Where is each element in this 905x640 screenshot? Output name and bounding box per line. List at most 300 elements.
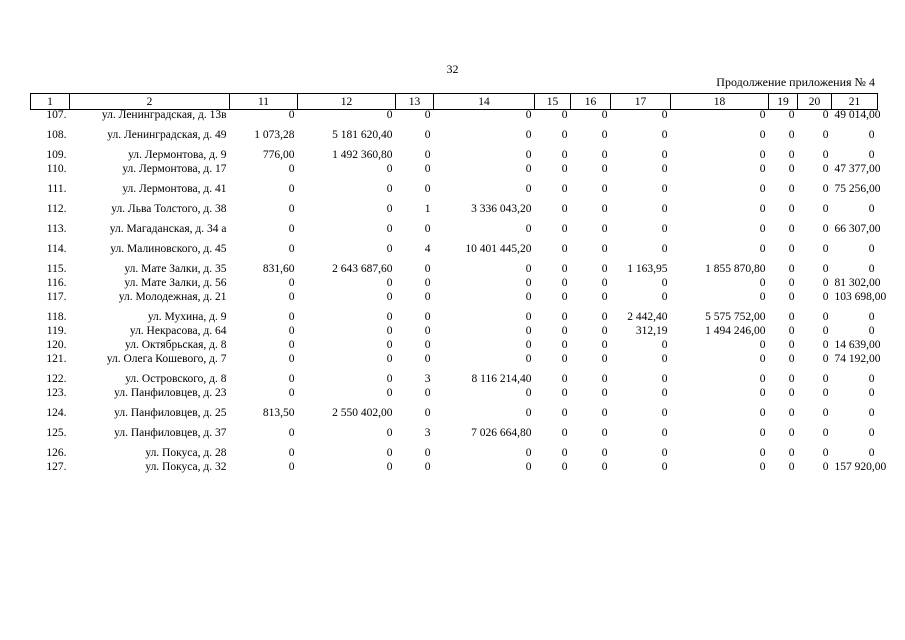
cell-c13: 0 (424, 311, 431, 323)
cell-c13: 0 (424, 149, 431, 161)
cell-c11: 0 (288, 291, 295, 303)
table-row (31, 428, 878, 448)
cell-c18: 0 (759, 109, 766, 121)
cell-c14: 0 (525, 109, 532, 121)
table-row (31, 184, 878, 204)
cell-c12: 5 181 620,40 (332, 129, 393, 141)
cell-c21: 0 (868, 149, 875, 161)
cell-c17: 0 (661, 447, 668, 459)
cell-c16: 0 (601, 263, 608, 275)
cell-c20: 0 (822, 339, 829, 351)
cell-c17: 0 (661, 291, 668, 303)
cell-c17: 0 (661, 339, 668, 351)
cell-c12: 0 (386, 311, 393, 323)
cell-c14: 0 (525, 339, 532, 351)
table-row (31, 130, 878, 150)
cell-c19: 0 (788, 373, 795, 385)
cell-name: ул. Молодежная, д. 21 (118, 291, 227, 303)
cell-c14: 7 026 664,80 (471, 427, 532, 439)
cell-c13: 4 (424, 243, 431, 255)
table-row (31, 224, 878, 244)
cell-c16: 0 (601, 339, 608, 351)
cell-c15: 0 (561, 407, 568, 419)
page-number: 32 (446, 62, 459, 76)
header-row (31, 94, 878, 110)
data-table (30, 93, 887, 476)
cell-c20: 0 (822, 447, 829, 459)
cell-c14: 0 (525, 407, 532, 419)
cell-c19: 0 (788, 203, 795, 215)
cell-name: ул. Покуса, д. 32 (145, 461, 227, 473)
cell-c16: 0 (601, 203, 608, 215)
cell-c20: 0 (822, 223, 829, 235)
cell-c13: 0 (424, 447, 431, 459)
cell-c11: 0 (288, 163, 295, 175)
cell-c13: 0 (424, 109, 431, 121)
cell-c16: 0 (601, 291, 608, 303)
cell-c15: 0 (561, 447, 568, 459)
cell-c18: 1 494 246,00 (705, 325, 766, 337)
cell-c12: 0 (386, 291, 393, 303)
cell-c16: 0 (601, 163, 608, 175)
cell-c15: 0 (561, 339, 568, 351)
cell-c11: 0 (288, 109, 295, 121)
cell-c20: 0 (822, 163, 829, 175)
column-header: 12 (298, 94, 396, 110)
cell-c21: 157 920,00 (834, 461, 887, 473)
cell-c14: 0 (525, 291, 532, 303)
cell-c14: 3 336 043,20 (471, 203, 532, 215)
cell-c21: 81 302,00 (834, 277, 881, 289)
cell-c19: 0 (788, 427, 795, 439)
cell-c11: 0 (288, 447, 295, 459)
cell-name: ул. Магаданская, д. 34 а (109, 223, 227, 235)
cell-c14: 0 (525, 277, 532, 289)
cell-c15: 0 (561, 291, 568, 303)
cell-c19: 0 (788, 223, 795, 235)
cell-c18: 0 (759, 387, 766, 399)
table-row (31, 448, 878, 462)
column-header: 21 (832, 94, 878, 110)
cell-c19: 0 (788, 149, 795, 161)
table-row (31, 462, 878, 476)
cell-c13: 1 (424, 203, 431, 215)
cell-c14: 0 (525, 447, 532, 459)
cell-c20: 0 (822, 427, 829, 439)
cell-c18: 0 (759, 183, 766, 195)
cell-c21: 0 (868, 325, 875, 337)
cell-c21: 14 639,00 (834, 339, 881, 351)
cell-c16: 0 (601, 387, 608, 399)
table-row (31, 354, 878, 374)
cell-c12: 2 550 402,00 (332, 407, 393, 419)
cell-c11: 0 (288, 243, 295, 255)
cell-c18: 0 (759, 223, 766, 235)
cell-c12: 0 (386, 325, 393, 337)
cell-num: 126. (46, 447, 67, 459)
cell-c13: 0 (424, 387, 431, 399)
cell-c12: 0 (386, 183, 393, 195)
cell-c19: 0 (788, 407, 795, 419)
cell-c19: 0 (788, 447, 795, 459)
cell-name: ул. Льва Толстого, д. 38 (111, 203, 227, 215)
cell-c13: 3 (424, 373, 431, 385)
column-header: 18 (671, 94, 769, 110)
cell-c20: 0 (822, 263, 829, 275)
cell-c14: 0 (525, 163, 532, 175)
cell-c15: 0 (561, 203, 568, 215)
cell-num: 116. (46, 277, 67, 289)
cell-c11: 0 (288, 353, 295, 365)
cell-c17: 0 (661, 407, 668, 419)
cell-c19: 0 (788, 311, 795, 323)
cell-num: 109. (46, 149, 67, 161)
cell-c16: 0 (601, 427, 608, 439)
column-header: 16 (571, 94, 611, 110)
cell-c15: 0 (561, 325, 568, 337)
cell-c19: 0 (788, 243, 795, 255)
cell-num: 122. (46, 373, 67, 385)
cell-c18: 0 (759, 373, 766, 385)
cell-name: ул. Ленинградская, д. 13в (101, 109, 227, 121)
cell-c15: 0 (561, 461, 568, 473)
cell-num: 121. (46, 353, 67, 365)
cell-c11: 813,50 (262, 407, 295, 419)
cell-c13: 0 (424, 129, 431, 141)
column-header: 1 (31, 94, 70, 110)
cell-c20: 0 (822, 243, 829, 255)
cell-c19: 0 (788, 461, 795, 473)
cell-c18: 0 (759, 203, 766, 215)
cell-c19: 0 (788, 183, 795, 195)
cell-num: 107. (46, 109, 67, 121)
cell-c17: 0 (661, 203, 668, 215)
cell-c17: 0 (661, 223, 668, 235)
cell-c18: 0 (759, 339, 766, 351)
column-header: 20 (798, 94, 832, 110)
cell-c12: 0 (386, 243, 393, 255)
cell-num: 111. (47, 183, 67, 195)
cell-c15: 0 (561, 387, 568, 399)
cell-c12: 0 (386, 461, 393, 473)
cell-c21: 0 (868, 311, 875, 323)
table-row (31, 164, 878, 184)
column-header: 11 (230, 94, 298, 110)
cell-c17: 0 (661, 353, 668, 365)
cell-c13: 0 (424, 163, 431, 175)
table-row (31, 374, 878, 388)
cell-c12: 0 (386, 339, 393, 351)
cell-name: ул. Лермонтова, д. 17 (122, 163, 227, 175)
cell-c16: 0 (601, 311, 608, 323)
cell-name: ул. Ленинградская, д. 49 (107, 129, 227, 141)
cell-name: ул. Лермонтова, д. 9 (128, 149, 227, 161)
cell-c14: 0 (525, 149, 532, 161)
cell-c12: 0 (386, 353, 393, 365)
cell-c11: 0 (288, 203, 295, 215)
cell-c16: 0 (601, 447, 608, 459)
cell-c16: 0 (601, 109, 608, 121)
cell-c13: 3 (424, 427, 431, 439)
cell-name: ул. Панфиловцев, д. 25 (114, 407, 227, 419)
cell-c18: 1 855 870,80 (705, 263, 766, 275)
cell-c12: 0 (386, 427, 393, 439)
cell-c21: 0 (868, 387, 875, 399)
table-row (31, 204, 878, 224)
cell-c12: 0 (386, 373, 393, 385)
cell-c12: 0 (386, 203, 393, 215)
cell-c17: 312,19 (635, 325, 668, 337)
cell-c20: 0 (822, 353, 829, 365)
cell-c14: 0 (525, 311, 532, 323)
cell-c12: 0 (386, 447, 393, 459)
cell-c16: 0 (601, 277, 608, 289)
cell-c13: 0 (424, 339, 431, 351)
cell-c11: 831,60 (262, 263, 295, 275)
cell-name: ул. Островского, д. 8 (125, 373, 227, 385)
cell-c14: 0 (525, 353, 532, 365)
cell-c13: 0 (424, 325, 431, 337)
cell-c15: 0 (561, 109, 568, 121)
cell-name: ул. Олега Кошевого, д. 7 (106, 353, 227, 365)
cell-c19: 0 (788, 263, 795, 275)
cell-c20: 0 (822, 183, 829, 195)
cell-c20: 0 (822, 291, 829, 303)
cell-c16: 0 (601, 243, 608, 255)
cell-c11: 0 (288, 325, 295, 337)
cell-c21: 103 698,00 (834, 291, 887, 303)
cell-name: ул. Лермонтова, д. 41 (122, 183, 227, 195)
cell-c11: 0 (288, 223, 295, 235)
cell-c16: 0 (601, 149, 608, 161)
cell-name: ул. Мате Залки, д. 56 (124, 277, 227, 289)
cell-num: 112. (46, 203, 67, 215)
cell-num: 118. (46, 311, 67, 323)
cell-num: 110. (46, 163, 67, 175)
cell-c20: 0 (822, 311, 829, 323)
cell-c14: 0 (525, 461, 532, 473)
cell-c18: 0 (759, 407, 766, 419)
cell-c18: 0 (759, 277, 766, 289)
cell-c17: 2 442,40 (627, 311, 668, 323)
cell-c15: 0 (561, 183, 568, 195)
cell-c15: 0 (561, 163, 568, 175)
cell-c21: 74 192,00 (834, 353, 881, 365)
cell-c18: 0 (759, 149, 766, 161)
cell-c11: 0 (288, 183, 295, 195)
cell-c17: 0 (661, 243, 668, 255)
cell-name: ул. Некрасова, д. 64 (129, 325, 227, 337)
cell-c19: 0 (788, 129, 795, 141)
cell-c21: 0 (868, 203, 875, 215)
cell-c21: 0 (868, 129, 875, 141)
cell-c20: 0 (822, 373, 829, 385)
cell-c21: 66 307,00 (834, 223, 881, 235)
cell-c20: 0 (822, 325, 829, 337)
cell-c19: 0 (788, 387, 795, 399)
cell-c20: 0 (822, 149, 829, 161)
cell-c20: 0 (822, 407, 829, 419)
cell-c11: 0 (288, 427, 295, 439)
cell-num: 113. (46, 223, 67, 235)
cell-num: 115. (46, 263, 67, 275)
cell-c17: 0 (661, 461, 668, 473)
cell-c19: 0 (788, 277, 795, 289)
cell-c21: 0 (868, 447, 875, 459)
cell-c17: 0 (661, 183, 668, 195)
cell-c16: 0 (601, 325, 608, 337)
cell-c15: 0 (561, 223, 568, 235)
table-row (31, 408, 878, 428)
cell-c15: 0 (561, 373, 568, 385)
cell-c21: 49 014,00 (834, 109, 881, 121)
cell-c16: 0 (601, 407, 608, 419)
cell-c16: 0 (601, 183, 608, 195)
cell-c19: 0 (788, 325, 795, 337)
cell-c17: 0 (661, 427, 668, 439)
cell-c17: 0 (661, 277, 668, 289)
cell-c18: 0 (759, 461, 766, 473)
cell-c17: 0 (661, 387, 668, 399)
cell-c21: 75 256,00 (834, 183, 881, 195)
cell-num: 117. (46, 291, 67, 303)
cell-c20: 0 (822, 129, 829, 141)
cell-c21: 47 377,00 (834, 163, 881, 175)
cell-c15: 0 (561, 353, 568, 365)
cell-c19: 0 (788, 163, 795, 175)
column-header: 17 (611, 94, 671, 110)
cell-c12: 1 492 360,80 (332, 149, 393, 161)
cell-c20: 0 (822, 461, 829, 473)
cell-c14: 8 116 214,40 (471, 373, 532, 385)
cell-num: 123. (46, 387, 67, 399)
table-row (31, 340, 878, 354)
cell-num: 108. (46, 129, 67, 141)
table-row (31, 150, 878, 164)
cell-c19: 0 (788, 339, 795, 351)
cell-num: 125. (46, 427, 67, 439)
cell-c18: 0 (759, 291, 766, 303)
cell-c16: 0 (601, 373, 608, 385)
cell-c12: 0 (386, 277, 393, 289)
cell-c17: 0 (661, 163, 668, 175)
cell-c13: 0 (424, 291, 431, 303)
cell-name: ул. Малиновского, д. 45 (110, 243, 227, 255)
cell-name: ул. Октябрьская, д. 8 (125, 339, 227, 351)
cell-c14: 0 (525, 263, 532, 275)
cell-c19: 0 (788, 109, 795, 121)
cell-c20: 0 (822, 109, 829, 121)
cell-c11: 0 (288, 461, 295, 473)
cell-c11: 1 073,28 (254, 129, 295, 141)
cell-c13: 0 (424, 183, 431, 195)
column-header: 19 (769, 94, 798, 110)
cell-c15: 0 (561, 129, 568, 141)
cell-c15: 0 (561, 263, 568, 275)
cell-num: 124. (46, 407, 67, 419)
cell-c15: 0 (561, 243, 568, 255)
cell-c21: 0 (868, 373, 875, 385)
table-row (31, 264, 878, 278)
cell-c21: 0 (868, 263, 875, 275)
cell-c11: 0 (288, 339, 295, 351)
table-row (31, 110, 878, 131)
cell-c14: 0 (525, 387, 532, 399)
cell-c17: 0 (661, 129, 668, 141)
cell-c15: 0 (561, 277, 568, 289)
cell-num: 114. (46, 243, 67, 255)
cell-c15: 0 (561, 149, 568, 161)
cell-c14: 0 (525, 325, 532, 337)
column-header: 2 (70, 94, 230, 110)
cell-c14: 0 (525, 223, 532, 235)
column-header: 13 (396, 94, 434, 110)
cell-c12: 0 (386, 223, 393, 235)
table-row (31, 326, 878, 340)
cell-name: ул. Панфиловцев, д. 37 (114, 427, 227, 439)
cell-c18: 0 (759, 163, 766, 175)
cell-num: 120. (46, 339, 67, 351)
appendix-continuation-title: Продолжение приложения № 4 (716, 75, 875, 89)
table-row (31, 388, 878, 408)
cell-c18: 0 (759, 243, 766, 255)
cell-name: ул. Панфиловцев, д. 23 (114, 387, 227, 399)
table-row (31, 278, 878, 292)
cell-c21: 0 (868, 427, 875, 439)
cell-c17: 0 (661, 373, 668, 385)
cell-c21: 0 (868, 407, 875, 419)
cell-c18: 0 (759, 129, 766, 141)
cell-c18: 0 (759, 427, 766, 439)
cell-c13: 0 (424, 223, 431, 235)
cell-c14: 0 (525, 129, 532, 141)
column-header: 14 (434, 94, 535, 110)
table-row (31, 292, 878, 312)
cell-c13: 0 (424, 353, 431, 365)
cell-c17: 1 163,95 (627, 263, 668, 275)
cell-num: 127. (46, 461, 67, 473)
cell-c12: 0 (386, 387, 393, 399)
cell-c20: 0 (822, 387, 829, 399)
cell-num: 119. (46, 325, 67, 337)
cell-c21: 0 (868, 243, 875, 255)
cell-c18: 5 575 752,00 (705, 311, 766, 323)
cell-c11: 0 (288, 373, 295, 385)
cell-name: ул. Мухина, д. 9 (147, 311, 227, 323)
cell-c20: 0 (822, 203, 829, 215)
cell-c17: 0 (661, 109, 668, 121)
cell-c14: 0 (525, 183, 532, 195)
cell-c16: 0 (601, 461, 608, 473)
cell-c16: 0 (601, 223, 608, 235)
cell-name: ул. Покуса, д. 28 (145, 447, 227, 459)
cell-c11: 0 (288, 277, 295, 289)
cell-c13: 0 (424, 263, 431, 275)
cell-c19: 0 (788, 353, 795, 365)
cell-c13: 0 (424, 277, 431, 289)
table-row (31, 312, 878, 326)
cell-c18: 0 (759, 447, 766, 459)
cell-c19: 0 (788, 291, 795, 303)
cell-c13: 0 (424, 407, 431, 419)
cell-c16: 0 (601, 129, 608, 141)
cell-c16: 0 (601, 353, 608, 365)
cell-name: ул. Мате Залки, д. 35 (124, 263, 227, 275)
table-row (31, 244, 878, 264)
cell-c18: 0 (759, 353, 766, 365)
cell-c12: 0 (386, 163, 393, 175)
cell-c15: 0 (561, 427, 568, 439)
